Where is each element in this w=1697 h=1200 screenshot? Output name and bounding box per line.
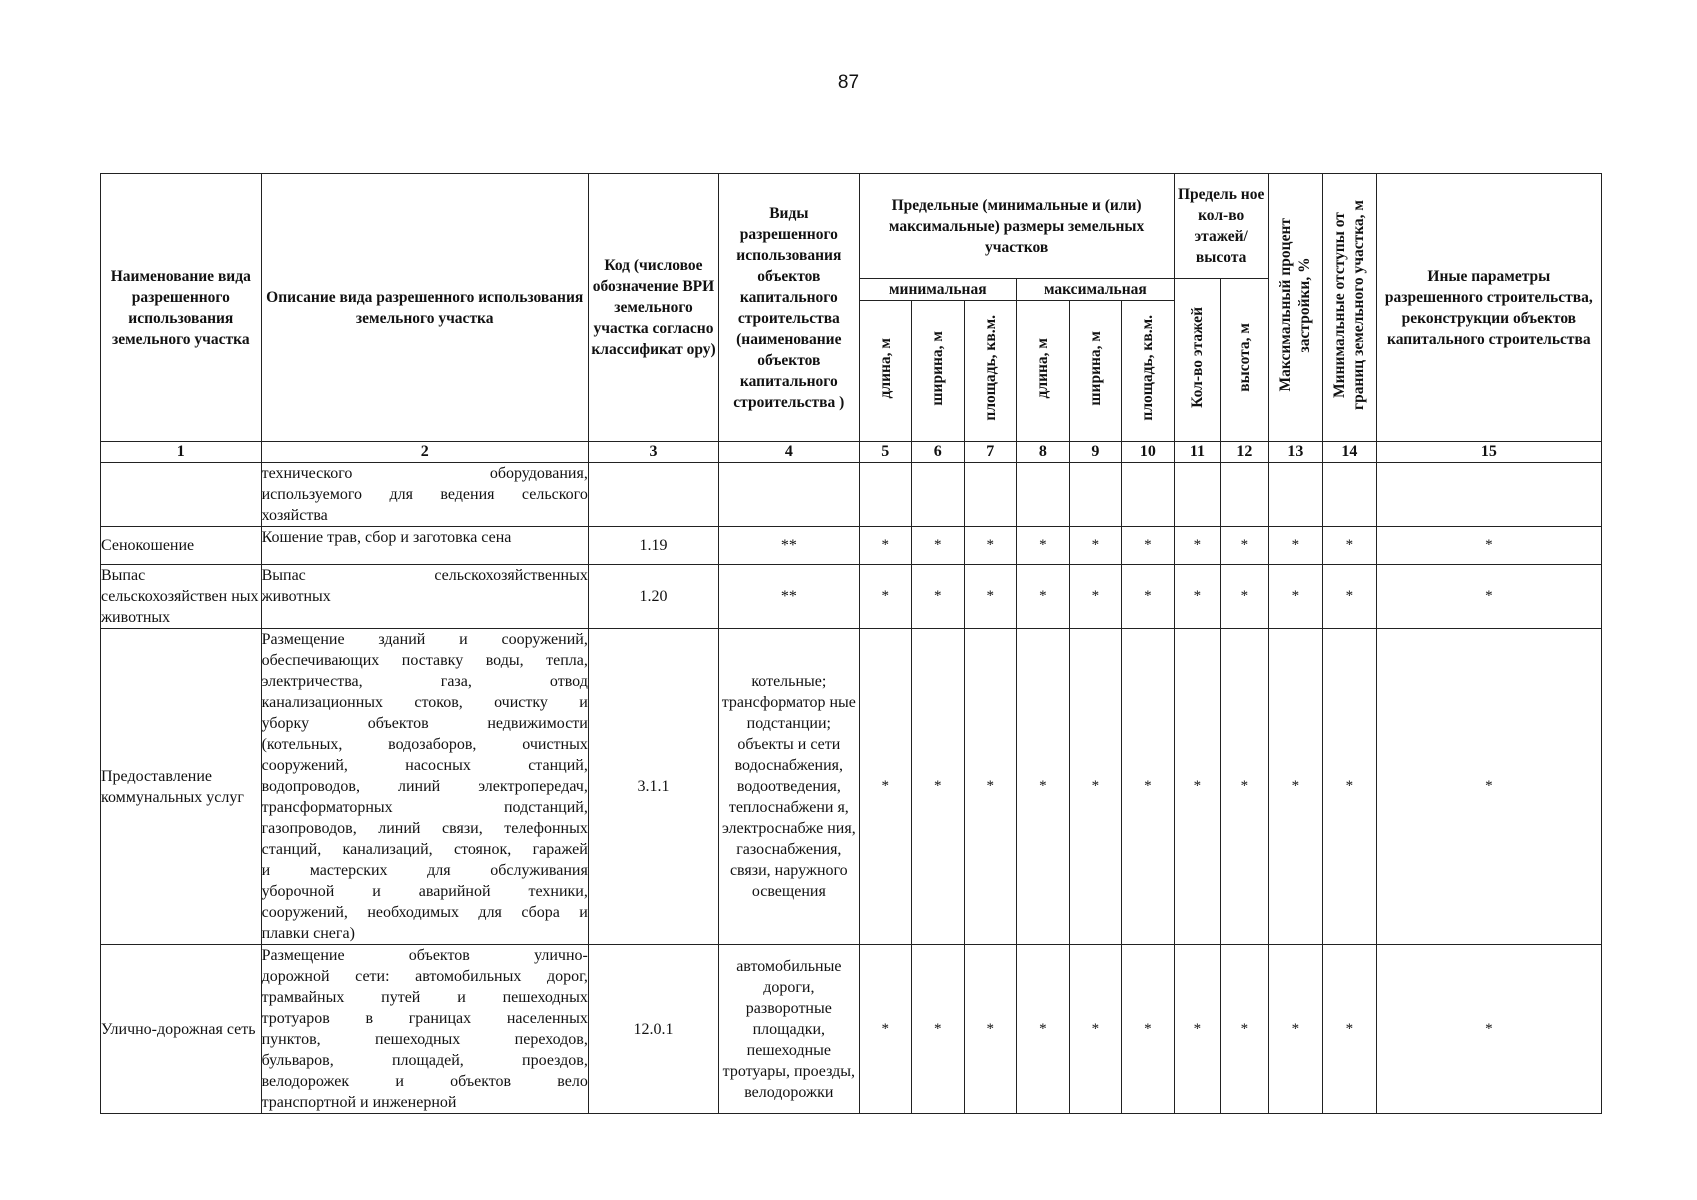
description-cell [261,463,588,527]
code-cell [588,463,718,527]
description-line: бульваров, площадей, проездов, [261,1052,588,1069]
description-line: сооружений, необходимых для сбора и [261,904,588,921]
header-min-area: площадь, кв.м. [964,301,1017,442]
parameter-cell: * [1122,527,1175,565]
description-cell [261,629,588,945]
header-max-length: длина, м [1017,301,1070,442]
parameter-cell [912,463,965,527]
description-line: уборочной и аварийной техники, [261,883,588,900]
parameter-cell: * [1221,527,1268,565]
description-line: канализационных стоков, очистку и [261,694,588,711]
parameter-cell: * [859,945,912,1114]
parameter-cell: * [1122,945,1175,1114]
parameter-cell: * [912,945,965,1114]
description-line: хозяйства [261,507,328,524]
column-number: 8 [1017,442,1070,463]
parameter-cell: * [1323,945,1377,1114]
description-line: Выпас сельскохозяйственных [261,567,588,584]
description-line: уборку объектов недвижимости [261,715,588,732]
header-min-width: ширина, м [912,301,965,442]
header-height: высота, м [1221,279,1268,442]
column-number: 10 [1122,442,1175,463]
objects-cell: автомобильные дороги, разворотные площадки, пешеходные тротуары, проезды, велодорожки [719,945,859,1114]
parameter-cell: * [912,527,965,565]
description-cell [261,527,588,565]
parameter-cell: * [1017,945,1070,1114]
header-other-params: Иные параметры разрешенного строительства, реконструкции объектов капитального строительства [1376,174,1601,442]
column-number: 13 [1268,442,1323,463]
parameter-cell: * [1323,565,1377,629]
use-name-cell [101,463,262,527]
use-name-cell: Улично-дорожная сеть [101,945,262,1114]
column-number-row [101,442,1602,463]
description-line: велодорожек и объектов вело [261,1073,588,1090]
parameter-cell: * [1221,629,1268,945]
parameter-cell: * [1174,565,1220,629]
description-line: используемого для ведения сельского [261,486,588,503]
column-number: 3 [588,442,718,463]
parameter-cell: * [1069,527,1122,565]
parameter-cell: * [1376,565,1601,629]
parameter-cell: * [859,629,912,945]
description-line: транспортной и инженерной [261,1094,457,1111]
parameter-cell: * [1376,527,1601,565]
objects-cell: котельные; трансформатор ные подстанции; объекты и сети водоснабжения, водоотведения, теплоснабжени я, электроснабже ния, газоснабжения, связи, наружного освещения [719,629,859,945]
use-name-cell: Выпас сельскохозяйствен ных животных [101,565,262,629]
table-row [101,527,1602,565]
parameter-cell: * [1268,527,1323,565]
parameter-cell: * [1174,629,1220,945]
table-body [101,463,1602,1114]
table-row [101,463,1602,527]
parameter-cell: * [859,565,912,629]
description-line: трансформаторных подстанций, [261,799,588,816]
header-name: Наименование вида разрешенного использования земельного участка [101,174,262,442]
parameter-cell: * [1268,565,1323,629]
description-line: Кошение трав, сбор и заготовка сена [261,529,512,546]
parameter-cell: * [1174,945,1220,1114]
header-code: Код (числовое обозначение ВРИ земельного участка согласно классификат ору) [588,174,718,442]
description-line: трамвайных путей и пешеходных [261,989,588,1006]
code-cell: 12.0.1 [588,945,718,1114]
parameter-cell [1221,463,1268,527]
column-number: 15 [1376,442,1601,463]
column-number: 4 [719,442,859,463]
description-line: плавки снега) [261,925,355,942]
column-number: 2 [261,442,588,463]
parameter-cell: * [1069,945,1122,1114]
description-line: обеспечивающих поставку воды, тепла, [261,652,588,669]
description-cell [261,565,588,629]
header-max-build-percent: Максимальный процент застройки, % [1268,174,1323,442]
header-floors: Кол-во этажей [1174,279,1220,442]
parameter-cell [964,463,1017,527]
description-line: сооружений, насосных станций, [261,757,588,774]
description-line: станций, канализаций, стоянок, гаражей [261,841,588,858]
parameter-cell: * [1069,629,1122,945]
description-line: электричества, газа, отвод [261,673,588,690]
description-line: Размещение зданий и сооружений, [261,631,588,648]
parameter-cell: * [964,527,1017,565]
code-cell: 1.19 [588,527,718,565]
header-floors-limit: Предель ное кол-во этажей/ высота [1174,174,1268,279]
parameter-cell: * [1069,565,1122,629]
parameter-cell [1174,463,1220,527]
description-line: и мастерских для обслуживания [261,862,588,879]
parameter-cell: * [912,629,965,945]
header-min-setback: Минимальные отступы от границ земельного участка, м [1323,174,1377,442]
parameter-cell [1017,463,1070,527]
parameter-cell: * [1323,629,1377,945]
header-maximal: максимальная [1017,279,1175,301]
column-number: 11 [1174,442,1220,463]
header-plot-size-limits: Предельные (минимальные и (или) максимальные) размеры земельных участков [859,174,1174,279]
column-number: 1 [101,442,262,463]
parameter-cell: * [1268,945,1323,1114]
parameter-cell: * [912,565,965,629]
description-line: (котельных, водозаборов, очистных [261,736,588,753]
parameter-cell: * [1221,945,1268,1114]
column-number: 6 [912,442,965,463]
header-max-area: площадь, кв.м. [1122,301,1175,442]
objects-cell [719,463,859,527]
header-objects: Виды разрешенного использования объектов капитального строительства (наименование объектов капитального строительства ) [719,174,859,442]
parameter-cell: * [1323,527,1377,565]
parameter-cell: * [1221,565,1268,629]
parameter-cell: * [1017,629,1070,945]
column-number: 14 [1323,442,1377,463]
parameter-cell [1122,463,1175,527]
description-line: животных [261,588,331,605]
description-line: газопроводов, линий связи, телефонных [261,820,588,837]
description-cell [261,945,588,1114]
parameter-cell: * [1174,527,1220,565]
land-use-table [100,173,1602,1114]
parameter-cell: * [1122,629,1175,945]
column-number: 7 [964,442,1017,463]
description-line: технического оборудования, [261,465,588,482]
column-number: 9 [1069,442,1122,463]
parameter-cell: * [1376,945,1601,1114]
parameter-cell: * [1122,565,1175,629]
header-max-width: ширина, м [1069,301,1122,442]
page-number: 87 [837,72,860,93]
table-row [101,629,1602,945]
column-number: 5 [859,442,912,463]
description-line: дорожной сети: автомобильных дорог, [261,968,588,985]
description-line: пунктов, пешеходных переходов, [261,1031,588,1048]
parameter-cell: * [1376,629,1601,945]
parameter-cell: * [964,945,1017,1114]
header-minimal: минимальная [859,279,1017,301]
parameter-cell [1268,463,1323,527]
code-cell: 1.20 [588,565,718,629]
description-line: водопроводов, линий электропередач, [261,778,588,795]
parameter-cell [1069,463,1122,527]
parameter-cell [859,463,912,527]
table-row [101,565,1602,629]
parameter-cell [1323,463,1377,527]
column-number: 12 [1221,442,1268,463]
parameter-cell [1376,463,1601,527]
use-name-cell: Сенокошение [101,527,262,565]
description-line: Размещение объектов улично- [261,947,588,964]
description-line: тротуаров в границах населенных [261,1010,588,1027]
parameter-cell: * [964,629,1017,945]
code-cell: 3.1.1 [588,629,718,945]
objects-cell: ** [719,565,859,629]
parameter-cell: * [964,565,1017,629]
parameter-cell: * [1017,565,1070,629]
table-row [101,945,1602,1114]
objects-cell: ** [719,527,859,565]
header-min-length: длина, м [859,301,912,442]
use-name-cell: Предоставление коммунальных услуг [101,629,262,945]
header-description: Описание вида разрешенного использования земельного участка [261,174,588,442]
parameter-cell: * [859,527,912,565]
parameter-cell: * [1017,527,1070,565]
parameter-cell: * [1268,629,1323,945]
